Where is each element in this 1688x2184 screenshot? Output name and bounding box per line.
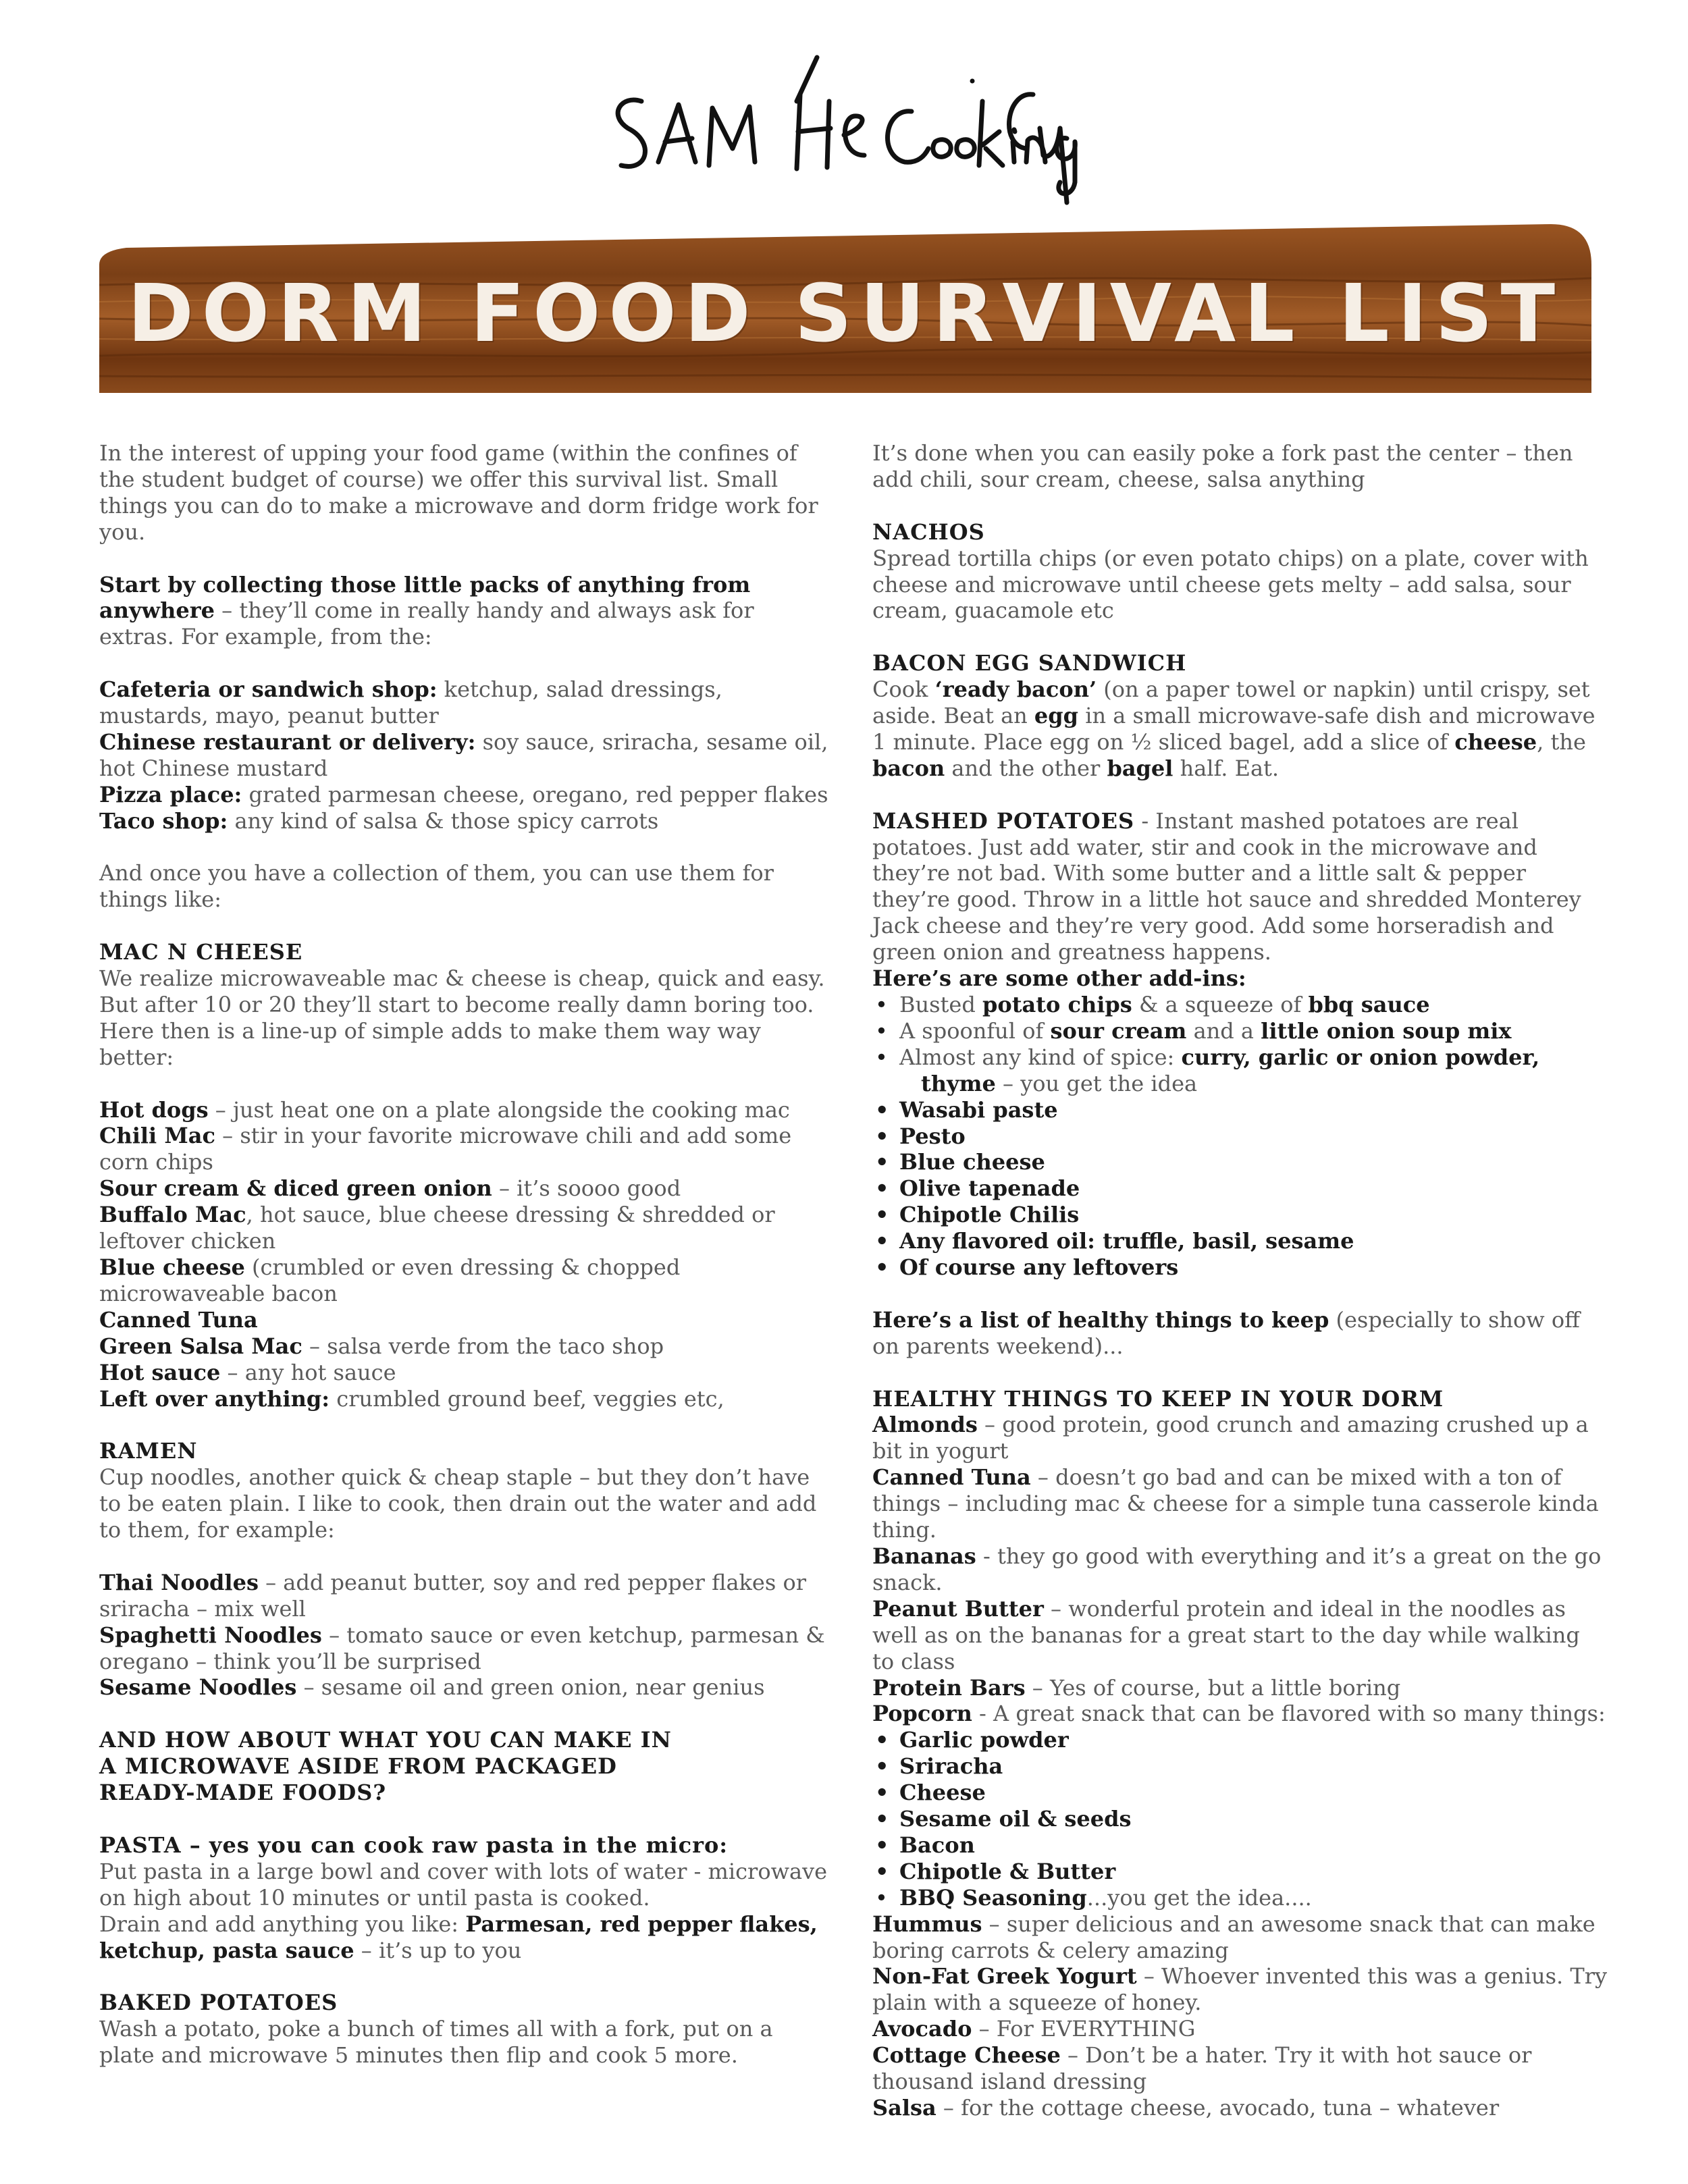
- mashed-paragraph: MASHED POTATOES - Instant mashed potatoes are real potatoes. Just add water, stir and cook in the microwave and they’re not bad. With some butter and a little salt & pepper they’re good. Throw in a little hot sauce and shredded Monterey Jack cheese and they’re very good. Add some horseradish and green onion and greatness happens.: [872, 807, 1581, 965]
- ramen-list: [99, 1570, 828, 1701]
- list-item: Hot sauce – any hot sauce: [99, 1359, 396, 1385]
- list-item: Popcorn - A great snack that can be flavored with so many things:: [872, 1701, 1606, 1727]
- list-item: Taco shop: any kind of salsa & those spicy carrots: [99, 807, 659, 834]
- healthy-list-2: [872, 1911, 1608, 2121]
- list-item: • Cheese: [872, 1780, 1608, 1806]
- list-item: • Of course any leftovers: [872, 1254, 1608, 1281]
- list-item: Protein Bars – Yes of course, but a little boring: [872, 1674, 1401, 1701]
- list-item: Sour cream & diced green onion – it’s soooo good: [99, 1175, 681, 1202]
- baked-heading: BAKED POTATOES: [99, 1990, 338, 2016]
- nachos-heading: NACHOS: [872, 518, 985, 545]
- list-item: Chili Mac – stir in your favorite microwave chili and add some corn chips: [99, 1123, 792, 1175]
- list-item: Buffalo Mac, hot sauce, blue cheese dressing & shredded or leftover chicken: [99, 1202, 775, 1254]
- list-item: Pizza place: grated parmesan cheese, oregano, red pepper flakes: [99, 781, 828, 807]
- nachos-text: Spread tortilla chips (or even potato chips) on a plate, cover with cheese and microwave until cheese gets melty – add salsa, sour cream, guacamole etc: [872, 545, 1589, 624]
- popcorn-list: [872, 1727, 1608, 1911]
- intro-text: In the interest of upping your food game (within the confines of the student budget of course) we offer this survival list. Small things you can do to make a microwave and dorm fridge work for you.: [99, 440, 818, 545]
- bacon-text: Cook ‘ready bacon’ (on a paper towel or napkin) until crispy, set aside. Beat an egg in a small microwave-safe dish and microwave 1 minute. Place egg on ½ sliced bagel, add a slice of cheese, the bacon and the other bagel half. Eat.: [872, 676, 1595, 781]
- list-item: • Wasabi paste: [872, 1097, 1608, 1123]
- right-column: [872, 440, 1608, 2121]
- list-item: • Any flavored oil: truffle, basil, sesame: [872, 1228, 1608, 1254]
- mac-text: We realize microwaveable mac & cheese is cheap, quick and easy. But after 10 or 20 they’ll start to become really damn boring too. Here then is a line-up of simple adds to make them way way better:: [99, 965, 825, 1070]
- list-item: Sesame Noodles – sesame oil and green onion, near genius: [99, 1674, 765, 1701]
- signature-logo: [594, 54, 1107, 216]
- pasta-heading: PASTA – yes you can cook raw pasta in the micro:: [99, 1832, 729, 1858]
- mashed-heading: MASHED POTATOES: [872, 807, 1135, 834]
- list-item: Left over anything: crumbled ground beef, veggies etc,: [99, 1385, 724, 1412]
- list-item: Cottage Cheese – Don’t be a hater. Try it with hot sauce or thousand island dressing: [872, 2042, 1532, 2095]
- list-item: • A spoonful of sour cream and a little onion soup mix: [872, 1018, 1608, 1044]
- list-item: Green Salsa Mac – salsa verde from the taco shop: [99, 1333, 664, 1359]
- addins-list: [872, 992, 1608, 1281]
- list-item: Thai Noodles – add peanut butter, soy and red pepper flakes or sriracha – mix well: [99, 1569, 807, 1622]
- healthy-list: [872, 1412, 1608, 1727]
- title-banner: [99, 224, 1591, 393]
- collect-bold: Start by collecting those little packs of anything from anywhere: [99, 571, 751, 624]
- baked-continued: It’s done when you can easily poke a fork past the center – then add chili, sour cream, cheese, salsa anything: [872, 440, 1573, 492]
- baked-text: Wash a potato, poke a bunch of times all with a fork, put on a plate and microwave 5 minutes then flip and cook 5 more.: [99, 2016, 773, 2069]
- list-item: Almonds – good protein, good crunch and amazing crushed up a bit in yogurt: [872, 1412, 1589, 1464]
- list-item: • Chipotle & Butter: [872, 1859, 1608, 1885]
- pasta-drain: Drain and add anything you like: Parmesan, red pepper flakes, ketchup, pasta sauce – it’s up to you: [99, 1911, 818, 1963]
- microwave-heading-line-1: AND HOW ABOUT WHAT YOU CAN MAKE IN: [99, 1727, 672, 1753]
- left-column: [99, 440, 828, 2069]
- healthy-heading: HEALTHY THINGS TO KEEP IN YOUR DORM: [872, 1385, 1444, 1412]
- mac-heading: MAC N CHEESE: [99, 939, 303, 965]
- list-item: • Sesame oil & seeds: [872, 1806, 1608, 1832]
- list-item: Cafeteria or sandwich shop: ketchup, salad dressings, mustards, mayo, peanut butter: [99, 676, 722, 729]
- healthy-intro: Here’s a list of healthy things to keep (especially to show off on parents weekend)...: [872, 1306, 1580, 1359]
- list-item: • Garlic powder: [872, 1727, 1608, 1753]
- collect-paragraph: [99, 572, 828, 651]
- collect-rest: – they’ll come in really handy and always ask for extras. For example, from the:: [99, 597, 754, 650]
- list-item: Hummus – super delicious and an awesome snack that can make boring carrots & celery amazing: [872, 1911, 1595, 1963]
- list-item: Avocado – For EVERYTHING: [872, 2016, 1196, 2042]
- microwave-heading-line-2: A MICROWAVE ASIDE FROM PACKAGED: [99, 1753, 617, 1780]
- list-item: • Olive tapenade: [872, 1175, 1608, 1202]
- sources-list: [99, 676, 828, 834]
- list-item: • Blue cheese: [872, 1149, 1608, 1175]
- list-item: • Pesto: [872, 1123, 1608, 1150]
- addins-heading: Here’s are some other add-ins:: [872, 965, 1246, 992]
- microwave-heading-line-3: READY-MADE FOODS?: [99, 1780, 387, 1806]
- list-item: • Sriracha: [872, 1753, 1608, 1780]
- list-item: Canned Tuna: [99, 1306, 258, 1333]
- mac-list: [99, 1097, 828, 1412]
- pasta-text: Put pasta in a large bowl and cover with lots of water - microwave on high about 10 minutes or until pasta is cooked.: [99, 1858, 828, 1911]
- list-item: • Busted potato chips & a squeeze of bbq sauce: [872, 992, 1608, 1018]
- bacon-heading: BACON EGG SANDWICH: [872, 650, 1187, 676]
- list-item: Canned Tuna – doesn’t go bad and can be mixed with a ton of things – including mac & cheese for a simple tuna casserole kinda thing.: [872, 1464, 1599, 1543]
- list-item: • Chipotle Chilis: [872, 1202, 1608, 1228]
- ramen-heading: RAMEN: [99, 1438, 198, 1464]
- list-item: Salsa – for the cottage cheese, avocado, tuna – whatever: [872, 2095, 1500, 2121]
- list-item: Chinese restaurant or delivery: soy sauce, sriracha, sesame oil, hot Chinese mustard: [99, 728, 828, 781]
- list-item: • BBQ Seasoning...you get the idea....: [872, 1885, 1608, 1911]
- page-title: DORM FOOD SURVIVAL LIST: [127, 267, 1564, 360]
- list-item: Spaghetti Noodles – tomato sauce or even ketchup, parmesan & oregano – think you’ll be surprised: [99, 1622, 825, 1674]
- list-item: • Bacon: [872, 1832, 1608, 1859]
- list-item: Non-Fat Greek Yogurt – Whoever invented this was a genius. Try plain with a squeeze of honey.: [872, 1963, 1608, 2016]
- list-item: Blue cheese (crumbled or even dressing & chopped microwaveable bacon: [99, 1254, 681, 1306]
- list-item: Hot dogs – just heat one on a plate alongside the cooking mac: [99, 1096, 790, 1123]
- list-item: Peanut Butter – wonderful protein and ideal in the noodles as well as on the bananas for a great start to the day while walking to class: [872, 1595, 1580, 1674]
- ramen-text: Cup noodles, another quick & cheap staple – but they don’t have to be eaten plain. I like to cook, then drain out the water and add to them, for example:: [99, 1464, 817, 1543]
- list-item: Bananas - they go good with everything and it’s a great on the go snack.: [872, 1543, 1602, 1595]
- list-item: • Almost any kind of spice: curry, garlic or onion powder, thyme – you get the idea: [872, 1044, 1608, 1097]
- once-text: And once you have a collection of them, you can use them for things like:: [99, 860, 774, 913]
